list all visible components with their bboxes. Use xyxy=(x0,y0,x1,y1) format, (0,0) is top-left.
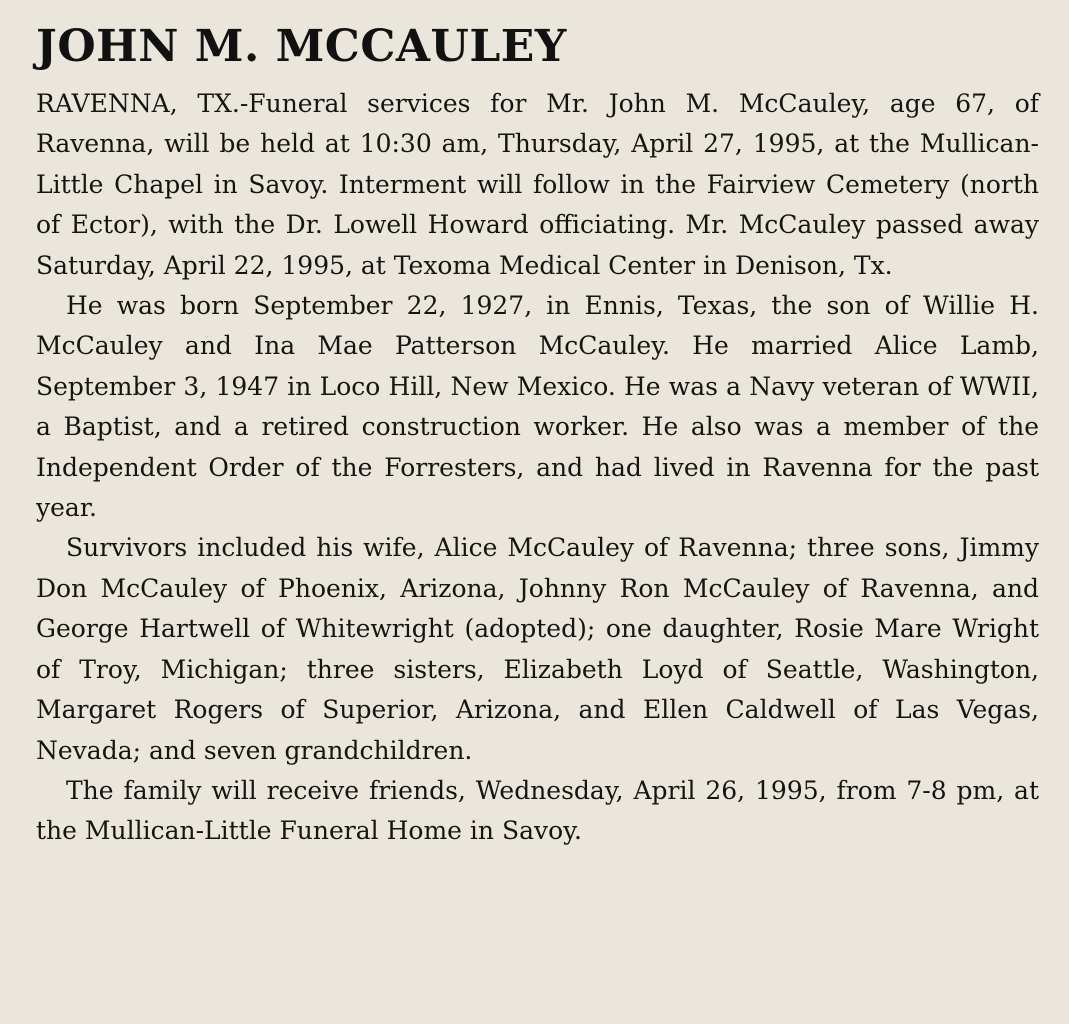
obituary-title: JOHN M. MCCAULEY xyxy=(36,21,567,72)
obituary-paragraph-funeral-services: RAVENNA, TX.-Funeral services for Mr. John M. McCauley, age 67, of Ravenna, will be held at 10:30 am, Thursday, April 27, 1995, at the Mullican-Little Chapel in Savoy. Interment will follow in the Fairview Cemetery (north of Ector), with the Dr. Lowell Howard officiating. Mr. McCauley passed away Saturday, April 22, 1995, at Texoma Medical Center in Denison, Tx. xyxy=(36,89,1039,280)
obituary-paragraph-biography: He was born September 22, 1927, in Ennis, Texas, the son of Willie H. McCauley and Ina Mae Patterson McCauley. He married Alice Lamb, September 3, 1947 in Loco Hill, New Mexico. He was a Navy veteran of WWII, a Baptist, and a retired construction worker. He also was a member of the Independent Order of the Forresters, and had lived in Ravenna for the past year. xyxy=(36,291,1039,523)
obituary-paragraph-visitation: The family will receive friends, Wednesday, April 26, 1995, from 7-8 pm, at the Mullican-Little Funeral Home in Savoy. xyxy=(36,775,1039,846)
obituary-paragraph-survivors: Survivors included his wife, Alice McCauley of Ravenna; three sons, Jimmy Don McCauley of Phoenix, Arizona, Johnny Ron McCauley of Ravenna, and George Hartwell of Whitewright (adopted); one daughter, Rosie Mare Wright of Troy, Michigan; three sisters, Elizabeth Loyd of Seattle, Washington, Margaret Rogers of Superior, Arizona, and Ellen Caldwell of Las Vegas, Nevada; and seven grandchildren. xyxy=(36,533,1039,765)
